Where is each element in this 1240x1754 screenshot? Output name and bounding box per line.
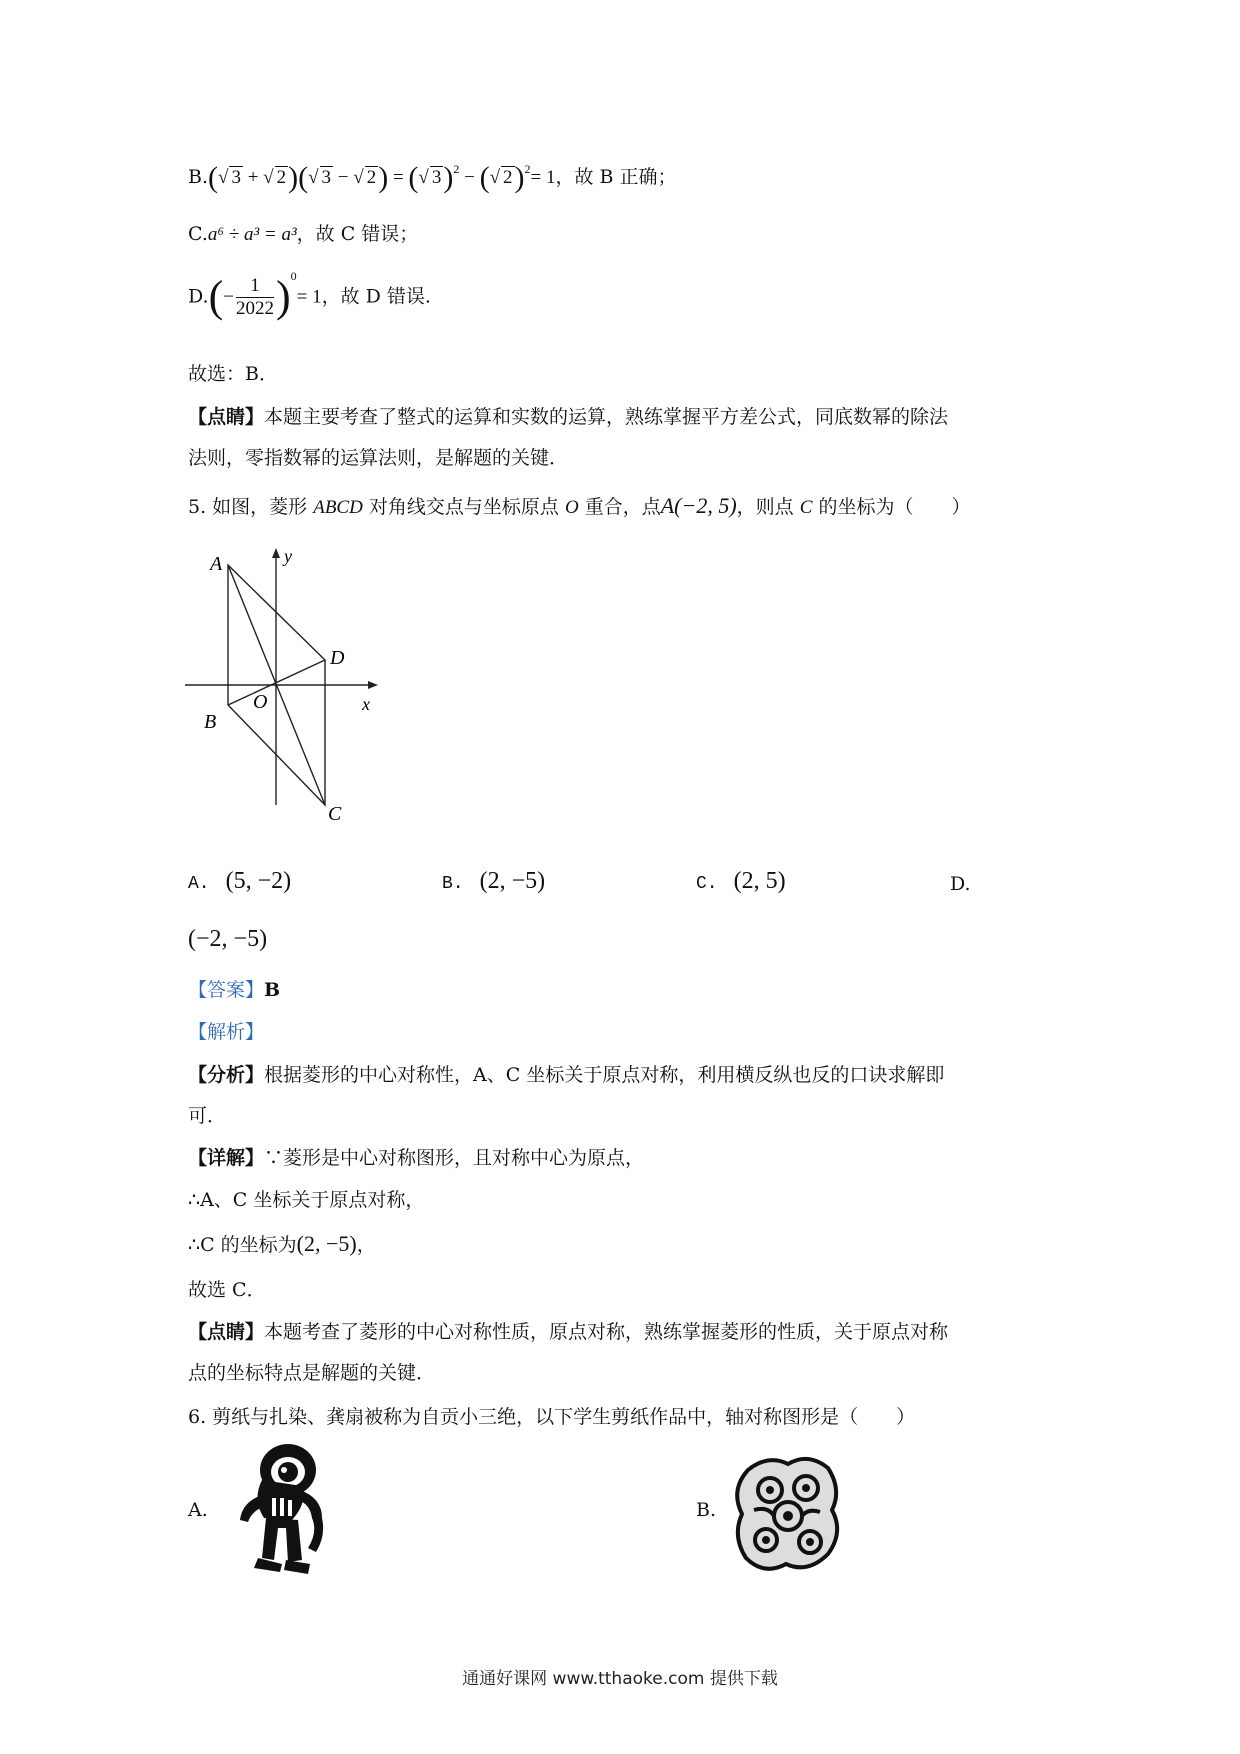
radicand-3: 3 xyxy=(231,167,241,188)
monkey-papercut-icon[interactable] xyxy=(222,1440,342,1585)
q5-option-d-label[interactable]: D. xyxy=(950,873,971,895)
dianjing-paragraph-line-1 xyxy=(188,405,948,430)
option-prefix: C. xyxy=(188,223,208,245)
origin-symbol: O xyxy=(564,497,579,518)
question-5-stem xyxy=(188,492,970,521)
fraction-denominator: 2022 xyxy=(235,297,274,319)
label-x: x xyxy=(362,694,370,714)
dianjing-tag: 【点睛】 xyxy=(188,406,265,428)
dianjing-2-line-2: 点的坐标特点是解题的关键． xyxy=(188,1362,436,1384)
option-d-solution-line: D.(− $\frac{1}{2022}$ )$^0$= 1，故 D 错误. xyxy=(188,269,431,321)
analysis-tag: 【解析】 xyxy=(188,1021,265,1043)
floral-papercut-icon[interactable] xyxy=(728,1450,846,1580)
q6-option-b-label[interactable]: B. xyxy=(696,1499,717,1521)
q5-option-b[interactable] xyxy=(442,866,545,897)
q6-option-a-label[interactable]: A. xyxy=(188,1499,208,1521)
option-value: (2, 5) xyxy=(733,868,786,894)
option-b-solution-line: B.(√ 3 + √ 2)(√ 3 − √ 2) = (√ 3)$^2$ − (√ 2)$^2$= 1，故 B 正确； xyxy=(188,161,677,194)
stem-text: 重合，点 xyxy=(584,496,661,518)
dianjing-text: 本题主要考查了整式的运算和实数的运算，熟练掌握平方差公式，同底数幂的除法 xyxy=(264,406,949,428)
option-label: A. xyxy=(188,874,210,894)
equals-one: = 1， xyxy=(530,167,575,188)
label-o: O xyxy=(253,691,268,713)
xiangjie-line-2: ∴A、C 坐标关于原点对称， xyxy=(188,1189,425,1211)
fenxi-line-2: 可． xyxy=(188,1105,227,1127)
xiangjie-line-1 xyxy=(188,1146,644,1171)
answer-tag: 【答案】 xyxy=(188,979,265,1001)
option-prefix: B. xyxy=(188,166,209,188)
q5-option-c[interactable] xyxy=(696,866,786,897)
q5-option-d-value: (−2, −5) xyxy=(188,926,268,952)
option-label: B. xyxy=(442,874,464,894)
fenxi-line-1 xyxy=(188,1063,944,1088)
point-c-coordinate: (2, −5) xyxy=(296,1231,357,1256)
dianjing-text: 本题考查了菱形的中心对称性质，原点对称，熟练掌握菱形的性质，关于原点对称 xyxy=(264,1321,949,1343)
point-a-coordinate: A(−2, 5) xyxy=(660,493,737,518)
xiangjie-text: ∴C 的坐标为 xyxy=(188,1234,297,1256)
xiangjie-line-3 xyxy=(188,1230,376,1259)
label-c: C xyxy=(328,803,342,820)
answer-line xyxy=(188,978,280,1003)
minus-sign: − xyxy=(223,286,234,308)
dianjing-tag: 【点睛】 xyxy=(188,1321,265,1343)
choose-answer: 故选：B． xyxy=(188,363,278,385)
rhombus-name: ABCD xyxy=(313,497,363,518)
stem-text: 的坐标为（ ） xyxy=(818,496,971,518)
stem-text: 5. 如图，菱形 xyxy=(188,496,308,518)
xiangjie-text: ∵菱形是中心对称图形，且对称中心为原点， xyxy=(264,1147,645,1169)
option-value: (2, −5) xyxy=(479,868,546,894)
x-axis-arrow xyxy=(368,681,378,689)
fenxi-tag: 【分析】 xyxy=(188,1064,265,1086)
y-axis-arrow xyxy=(272,548,280,558)
dianjing-paragraph-line-2: 法则，零指数幂的运算法则，是解题的关键． xyxy=(188,447,569,469)
label-y: y xyxy=(284,546,292,566)
question-6-stem: 6. 剪纸与扎染、龚扇被称为自贡小三绝，以下学生剪纸作品中，轴对称图形是（ ） xyxy=(188,1406,916,1428)
stem-text: 对角线交点与坐标原点 xyxy=(368,496,559,518)
label-b: B xyxy=(204,711,217,733)
rhombus-coordinate-figure xyxy=(180,540,400,820)
equals-one: = 1 xyxy=(296,286,322,308)
option-label: C. xyxy=(696,874,718,894)
option-value: (5, −2) xyxy=(225,868,292,894)
dianjing-2-line-1 xyxy=(188,1320,948,1345)
label-d: D xyxy=(330,647,345,669)
xiangjie-tag: 【详解】 xyxy=(188,1147,265,1169)
option-b-verdict: 故 B 正确； xyxy=(574,166,677,188)
answer-value: B xyxy=(264,979,281,1001)
math-expression: a⁶ ÷ a³ = a³ xyxy=(207,224,297,245)
option-d-verdict: ，故 D 错误. xyxy=(321,285,431,308)
option-c-verdict: ，故 C 错误； xyxy=(296,223,419,245)
fraction-numerator: 1 xyxy=(236,275,274,298)
option-c-solution-line xyxy=(188,222,418,248)
point-c-symbol: C xyxy=(799,497,813,518)
radicand-2: 2 xyxy=(276,167,287,188)
choose-c: 故选 C． xyxy=(188,1279,266,1301)
option-prefix: D. xyxy=(188,285,209,308)
page-footer: 通通好课网 www.tthaoke.com 提供下载 xyxy=(462,1669,778,1689)
fenxi-text: 根据菱形的中心对称性，A、C 坐标关于原点对称，利用横反纵也反的口诀求解即 xyxy=(264,1064,945,1086)
stem-text: ，则点 xyxy=(736,496,794,518)
label-a: A xyxy=(210,553,223,575)
fraction xyxy=(236,275,274,320)
xiangjie-text: ， xyxy=(356,1234,376,1256)
q5-option-a[interactable] xyxy=(188,866,291,897)
